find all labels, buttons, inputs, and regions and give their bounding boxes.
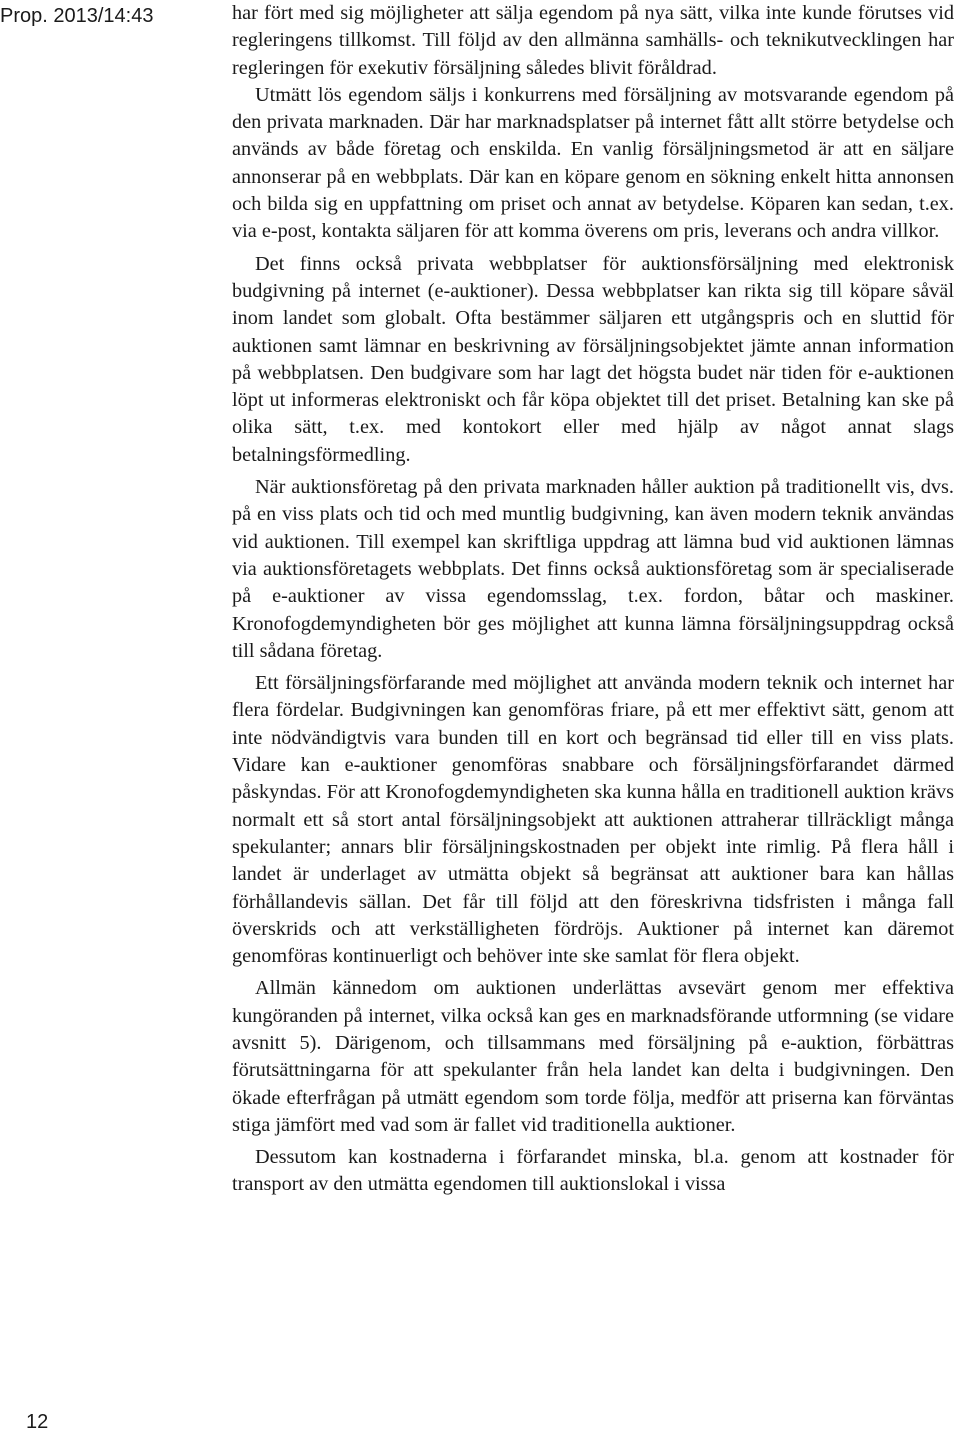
paragraph-costs: Dessutom kan kostnaderna i förfarandet minska, bl.a. genom att kostnader för transport av den utmätta egendomen till auktionslokal i vissa	[232, 1146, 954, 1196]
paragraph-private-market: Utmätt lös egendom säljs i konkurrens med försäljning av motsvarande egendom på den privata marknaden. Där har marknadsplatser på internet fått allt större betydelse och används av både företag och enskilda. En vanlig försäljningsmetod är att en säljare annonserar på en webbplats. Där kan en köpare genom en sökning enkelt hitta annonsen och bilda sig en uppfattning om priset och annat av betydelse. Köparen kan sedan, t.ex. via e-post, kontakta säljaren för att komma överens om pris, leverans och andra villkor.	[232, 83, 954, 243]
document-reference: Prop. 2013/14:43	[0, 5, 154, 27]
paragraph-e-auctions: Det finns också privata webbplatser för auktionsförsäljning med elektronisk budgivning på internet (e-auktioner). Dessa webbplatser kan rikta sig till köpare såväl inom landet som globalt. Ofta bestämmer säljaren ett utgångspris och en sluttid för auktionen samt lämnar en beskrivning av försäljningsobjektet jämte annan information på webbplatsen. Den budgivare som har lagt det högsta budet när tiden för e-auktionen löpt ut informeras elektroniskt och får köpa objektet till det priset. Betalning kan ske på olika sätt, t.ex. med kontokort eller med hjälp av något annat slags betalningsförmedling.	[232, 252, 954, 466]
paragraph-auction-companies: När auktionsföretag på den privata marknaden håller auktion på traditionellt vis, dvs. på en viss plats och tid och med muntlig budgivning, kan även modern teknik användas vid auktionen. Till exempel kan skriftliga uppdrag att lämna bud vid auktionen lämnas via auktionsföretagets webbplats. Det finns också auktionsföretag som är specialiserade på e-auktioner av vissa egendomsslag, t.ex. fordon, båtar och maskiner. Kronofogdemyndigheten bör ges möjlighet att kunna lämna försäljningsuppdrag också till sådana företag.	[232, 476, 954, 662]
paragraph-continuation: har fört med sig möjligheter att sälja egendom på nya sätt, vilka inte kunde förutses vid regleringens tillkomst. Till följd av den allmänna samhälls- och teknikutvecklingen har regleringen för exekutiv försäljning således blivit föråldrad.	[232, 2, 954, 79]
body-text	[232, 0, 954, 1199]
page-number: 12	[26, 1411, 49, 1433]
paragraph-advantages: Ett försäljningsförfarande med möjlighet att använda modern teknik och internet har flera fördelar. Budgivningen kan genomföras friare, på ett mer effektivt sätt, genom att inte nödvändigtvis vara bunden till en kort och begränsad tid eller till en viss plats. Vidare kan e-auktioner genomföras snabbare och försäljningsförfarandet därmed påskyndas. För att Kronofogdemyndigheten ska kunna hålla en traditionell auktion krävs normalt ett så stort antal försäljningsobjekt att auktionen attraherar tillräckligt många spekulanter; annars blir försäljningskostnaden per objekt inte rimlig. På flera håll i landet är underlaget av utmätta objekt så begränsat att auktioner bara kan hållas förhållandevis sällan. Det får till följd att den föreskrivna tidsfristen i många fall överskrids och att verkställigheten fördröjs. Auktioner på internet kan däremot genomföras kontinuerligt och behöver inte ske samlat för flera objekt.	[232, 672, 954, 968]
paragraph-announcements: Allmän kännedom om auktionen underlättas avsevärt genom mer effektiva kungöranden på internet, vilka också kan ges en marknadsförande utformning (se vidare avsnitt 5). Därigenom, och tillsammans med försäljning på e-auktion, förbättras förutsättningarna för att spekulanter från hela landet kan delta i budgivningen. Den ökade efterfrågan på utmätt egendom som torde följa, medför att priserna kan förväntas stiga jämfört med vad som är fallet vid traditionella auktioner.	[232, 977, 954, 1136]
